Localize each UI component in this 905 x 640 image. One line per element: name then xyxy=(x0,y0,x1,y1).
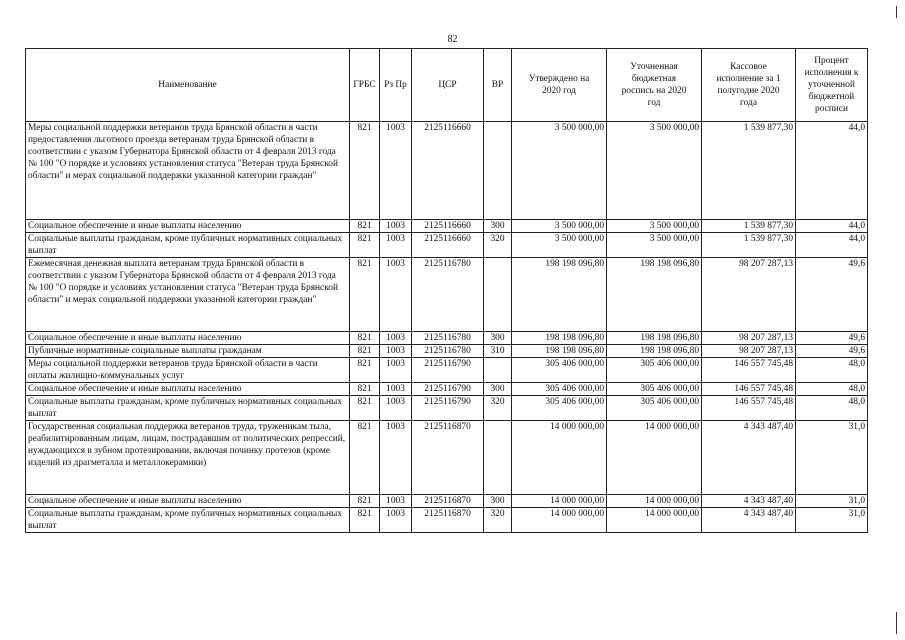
cell-name: Социальное обеспечение и иные выплаты населению xyxy=(26,332,350,345)
header-vr: ВР xyxy=(484,49,512,122)
table-row xyxy=(26,495,868,508)
cell-rzpr: 1003 xyxy=(380,233,412,258)
cell-refined: 198 198 096,80 xyxy=(607,345,702,358)
cell-vr: 300 xyxy=(484,383,512,396)
cell-cash: 98 207 287,13 xyxy=(702,258,796,332)
cell-grbs: 821 xyxy=(350,332,380,345)
cell-name: Ежемесячная денежная выплата ветеранам труда Брянской области в соответствии с указом Губернатора Брянской области от 4 февраля 2013 года № 100 "О порядке и условиях установления статуса "Ветеран труда Брянской области" и мерах социальной поддержки указанной категории граждан" xyxy=(26,258,350,332)
scan-edge-mark xyxy=(896,6,897,18)
cell-grbs: 821 xyxy=(350,383,380,396)
cell-percent: 48,0 xyxy=(796,396,868,421)
cell-cash: 1 539 877,30 xyxy=(702,122,796,220)
header-name: Наименование xyxy=(26,49,350,122)
cell-refined: 3 500 000,00 xyxy=(607,122,702,220)
cell-grbs: 821 xyxy=(350,220,380,233)
cell-rzpr: 1003 xyxy=(380,258,412,332)
cell-name: Социальные выплаты гражданам, кроме публичных нормативных социальных выплат xyxy=(26,508,350,533)
cell-rzpr: 1003 xyxy=(380,332,412,345)
table-row xyxy=(26,122,868,220)
cell-approved: 3 500 000,00 xyxy=(512,122,607,220)
cell-cash: 4 343 487,40 xyxy=(702,508,796,533)
cell-cash: 1 539 877,30 xyxy=(702,220,796,233)
cell-percent: 49,6 xyxy=(796,258,868,332)
cell-name: Меры социальной поддержки ветеранов труда Брянской области в части предоставления льготного проезда ветеранам труда Брянской области в соответствии с указом Губернатора Брянской области от 4 февраля 2013 года № 100 "О порядке и условиях установления статуса "Ветеран труда Брянской области" и мерах социальной поддержки указанной категории граждан" xyxy=(26,122,350,220)
cell-rzpr: 1003 xyxy=(380,383,412,396)
cell-percent: 44,0 xyxy=(796,233,868,258)
header-percent: Процент исполнения к уточненной бюджетной росписи xyxy=(796,49,868,122)
cell-vr xyxy=(484,258,512,332)
table-row xyxy=(26,421,868,495)
cell-csr: 2125116780 xyxy=(412,332,484,345)
cell-grbs: 821 xyxy=(350,358,380,383)
cell-cash: 98 207 287,13 xyxy=(702,332,796,345)
cell-name: Меры социальной поддержки ветеранов труда Брянской области в части оплаты жилищно-коммунальных услуг xyxy=(26,358,350,383)
cell-rzpr: 1003 xyxy=(380,122,412,220)
cell-refined: 3 500 000,00 xyxy=(607,233,702,258)
cell-refined: 3 500 000,00 xyxy=(607,220,702,233)
header-row xyxy=(26,49,868,122)
scan-edge-mark xyxy=(896,612,897,634)
cell-vr: 320 xyxy=(484,396,512,421)
cell-cash: 146 557 745,48 xyxy=(702,383,796,396)
cell-grbs: 821 xyxy=(350,345,380,358)
cell-approved: 14 000 000,00 xyxy=(512,421,607,495)
header-approved: Утверждено на 2020 год xyxy=(512,49,607,122)
cell-percent: 48,0 xyxy=(796,358,868,383)
cell-refined: 14 000 000,00 xyxy=(607,508,702,533)
table-row xyxy=(26,508,868,533)
table-row xyxy=(26,332,868,345)
cell-approved: 305 406 000,00 xyxy=(512,358,607,383)
cell-csr: 2125116870 xyxy=(412,508,484,533)
cell-csr: 2125116790 xyxy=(412,383,484,396)
table-row xyxy=(26,233,868,258)
cell-name: Социальные выплаты гражданам, кроме публичных нормативных социальных выплат xyxy=(26,233,350,258)
cell-vr: 300 xyxy=(484,220,512,233)
header-csr: ЦСР xyxy=(412,49,484,122)
cell-csr: 2125116660 xyxy=(412,122,484,220)
cell-refined: 14 000 000,00 xyxy=(607,495,702,508)
cell-refined: 198 198 096,80 xyxy=(607,332,702,345)
cell-csr: 2125116870 xyxy=(412,421,484,495)
cell-name: Публичные нормативные социальные выплаты гражданам xyxy=(26,345,350,358)
table-row xyxy=(26,258,868,332)
cell-csr: 2125116790 xyxy=(412,358,484,383)
cell-refined: 305 406 000,00 xyxy=(607,383,702,396)
cell-grbs: 821 xyxy=(350,233,380,258)
cell-csr: 2125116780 xyxy=(412,345,484,358)
cell-name: Социальное обеспечение и иные выплаты населению xyxy=(26,220,350,233)
table-row xyxy=(26,220,868,233)
cell-percent: 49,6 xyxy=(796,345,868,358)
budget-table xyxy=(25,48,868,533)
header-cash: Кассовое исполнение за 1 полугодие 2020 года xyxy=(702,49,796,122)
cell-rzpr: 1003 xyxy=(380,396,412,421)
cell-vr xyxy=(484,358,512,383)
cell-grbs: 821 xyxy=(350,122,380,220)
cell-cash: 146 557 745,48 xyxy=(702,396,796,421)
cell-rzpr: 1003 xyxy=(380,345,412,358)
cell-percent: 31,0 xyxy=(796,421,868,495)
table-body xyxy=(26,122,868,533)
cell-name: Социальное обеспечение и иные выплаты населению xyxy=(26,495,350,508)
cell-rzpr: 1003 xyxy=(380,421,412,495)
cell-refined: 14 000 000,00 xyxy=(607,421,702,495)
cell-vr xyxy=(484,421,512,495)
cell-name: Социальные выплаты гражданам, кроме публичных нормативных социальных выплат xyxy=(26,396,350,421)
cell-cash: 4 343 487,40 xyxy=(702,421,796,495)
header-rzpr: Рз Пр xyxy=(380,49,412,122)
cell-vr: 310 xyxy=(484,345,512,358)
header-refined: Уточненная бюджетная роспись на 2020 год xyxy=(607,49,702,122)
cell-vr: 320 xyxy=(484,233,512,258)
cell-rzpr: 1003 xyxy=(380,220,412,233)
cell-percent: 31,0 xyxy=(796,508,868,533)
cell-percent: 44,0 xyxy=(796,220,868,233)
header-grbs: ГРБС xyxy=(350,49,380,122)
cell-approved: 305 406 000,00 xyxy=(512,396,607,421)
cell-grbs: 821 xyxy=(350,396,380,421)
cell-csr: 2125116660 xyxy=(412,220,484,233)
table-row xyxy=(26,396,868,421)
cell-grbs: 821 xyxy=(350,508,380,533)
cell-name: Социальное обеспечение и иные выплаты населению xyxy=(26,383,350,396)
cell-approved: 3 500 000,00 xyxy=(512,220,607,233)
cell-cash: 146 557 745,48 xyxy=(702,358,796,383)
cell-rzpr: 1003 xyxy=(380,358,412,383)
table-row xyxy=(26,358,868,383)
cell-cash: 4 343 487,40 xyxy=(702,495,796,508)
cell-refined: 198 198 096,80 xyxy=(607,258,702,332)
cell-approved: 14 000 000,00 xyxy=(512,508,607,533)
cell-approved: 198 198 096,80 xyxy=(512,345,607,358)
cell-grbs: 821 xyxy=(350,258,380,332)
cell-vr xyxy=(484,122,512,220)
table-row xyxy=(26,345,868,358)
cell-csr: 2125116780 xyxy=(412,258,484,332)
cell-approved: 3 500 000,00 xyxy=(512,233,607,258)
cell-rzpr: 1003 xyxy=(380,508,412,533)
cell-cash: 1 539 877,30 xyxy=(702,233,796,258)
cell-csr: 2125116660 xyxy=(412,233,484,258)
cell-approved: 305 406 000,00 xyxy=(512,383,607,396)
cell-approved: 198 198 096,80 xyxy=(512,258,607,332)
cell-csr: 2125116870 xyxy=(412,495,484,508)
cell-cash: 98 207 287,13 xyxy=(702,345,796,358)
cell-vr: 320 xyxy=(484,508,512,533)
cell-refined: 305 406 000,00 xyxy=(607,358,702,383)
cell-vr: 300 xyxy=(484,495,512,508)
cell-percent: 48,0 xyxy=(796,383,868,396)
cell-percent: 31,0 xyxy=(796,495,868,508)
cell-grbs: 821 xyxy=(350,495,380,508)
cell-percent: 49,6 xyxy=(796,332,868,345)
cell-rzpr: 1003 xyxy=(380,495,412,508)
cell-grbs: 821 xyxy=(350,421,380,495)
cell-name: Государственная социальная поддержка ветеранов труда, труженикам тыла, реабилитированным лицам, лицам, пострадавшим от политических репрессий, нуждающихся в зубном протезировании, включая починку протезов (кроме изделий из драгметалла и металлокерамики) xyxy=(26,421,350,495)
cell-approved: 14 000 000,00 xyxy=(512,495,607,508)
cell-refined: 305 406 000,00 xyxy=(607,396,702,421)
table-row xyxy=(26,383,868,396)
cell-percent: 44,0 xyxy=(796,122,868,220)
cell-vr: 300 xyxy=(484,332,512,345)
page-number: 82 xyxy=(447,34,458,45)
cell-approved: 198 198 096,80 xyxy=(512,332,607,345)
cell-csr: 2125116790 xyxy=(412,396,484,421)
